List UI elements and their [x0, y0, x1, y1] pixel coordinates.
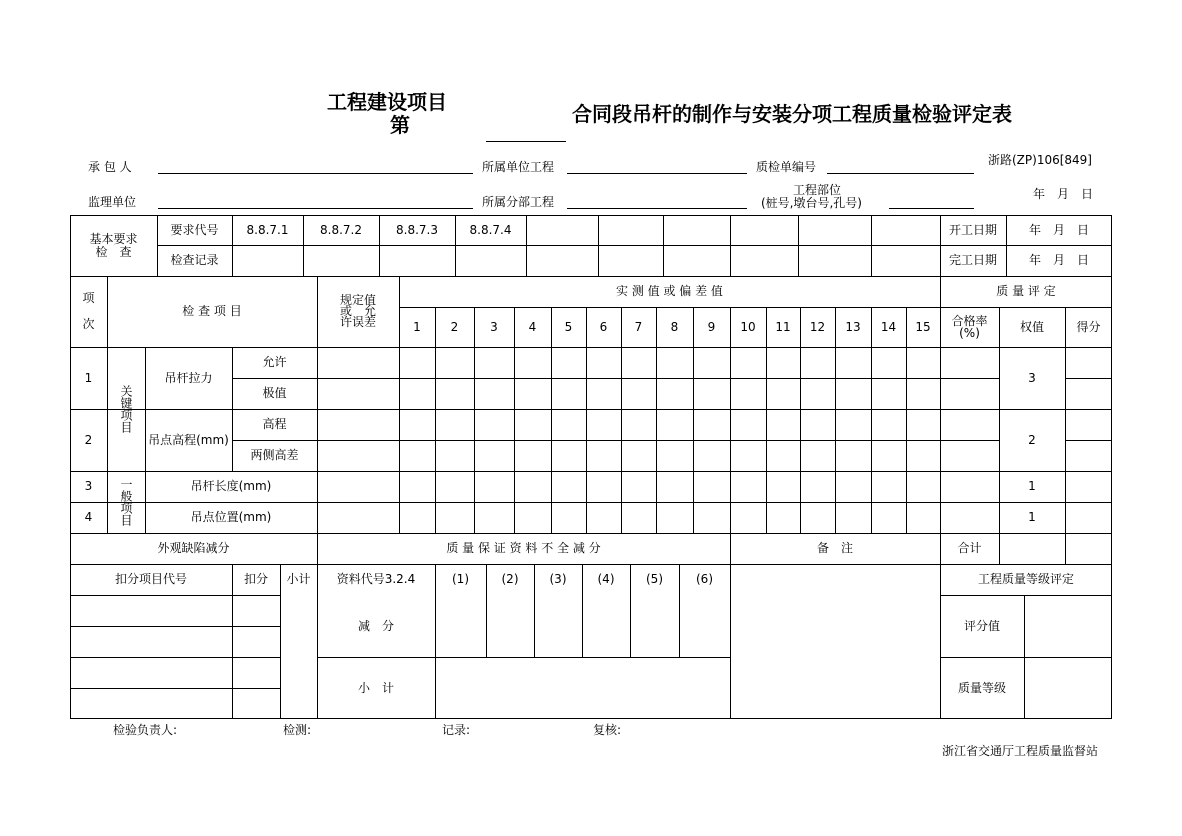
row-4-name: 吊点位置(mm)	[190, 510, 272, 524]
measured-col-2: 2	[450, 319, 459, 334]
total-label: 合计	[957, 541, 982, 555]
end-date-label: 完工日期	[948, 253, 997, 267]
general-items-label: 一般项目	[119, 478, 133, 526]
weight-header: 权值	[1019, 319, 1044, 334]
doc-col-1: (1)	[452, 572, 469, 586]
measured-col-14: 14	[880, 319, 897, 334]
project-part-label: 工程部位	[793, 183, 842, 197]
check-record-label: 检查记录	[170, 253, 219, 267]
requirement-code-3: 8.8.7.3	[396, 222, 438, 237]
measured-col-5: 5	[564, 319, 573, 334]
row-3-weight: 1	[1028, 479, 1036, 493]
quality-eval-header: 质 量 评 定	[996, 284, 1056, 298]
quality-form-no-label: 质检单编号	[756, 160, 817, 174]
key-items-label: 关键项目	[119, 385, 133, 433]
row-1-sub-2: 极值	[262, 386, 287, 400]
quality-grade-label: 质量等级	[957, 680, 1006, 695]
grade-eval-label: 工程质量等级评定	[977, 572, 1074, 586]
row-1-sub-1: 允许	[262, 355, 287, 369]
requirement-code-label: 要求代号	[170, 222, 219, 237]
row-3-no: 3	[84, 479, 93, 493]
row-1-name: 吊杆拉力	[164, 370, 213, 385]
measured-col-4: 4	[528, 319, 537, 334]
row-3-name: 吊杆长度(mm)	[190, 479, 272, 493]
requirement-code-1: 8.8.7.1	[246, 222, 289, 237]
unit-project-label: 所属单位工程	[482, 160, 555, 174]
sub-project-line	[567, 208, 747, 209]
measured-col-15: 15	[915, 319, 931, 334]
doc-code-label: 资料代号3.2.4	[336, 572, 416, 586]
measured-col-9: 9	[707, 319, 716, 334]
measured-col-7: 7	[634, 319, 643, 334]
basic-requirement-label: 基本要求 检 查	[89, 231, 138, 259]
end-date-value: 年 月 日	[1028, 253, 1089, 267]
sub-project-label: 所属分部工程	[482, 195, 555, 209]
measured-values-header: 实 测 值 或 偏 差 值	[616, 284, 723, 298]
measured-col-1: 1	[413, 319, 421, 334]
start-date-value: 年 月 日	[1028, 222, 1089, 237]
row-2-weight: 2	[1028, 432, 1036, 447]
subtotal-label: 小计	[286, 572, 311, 586]
inspection-table	[70, 215, 1112, 719]
measured-col-6: 6	[599, 319, 608, 334]
spec-header: 规定值 或 允 许误差	[339, 293, 376, 329]
form-code: 浙路(ZP)106[849]	[988, 153, 1092, 167]
row-2-sub-1: 高程	[262, 417, 287, 431]
doc-col-3: (3)	[549, 572, 567, 586]
small-total-label: 小 计	[357, 680, 394, 695]
score-header: 得分	[1076, 319, 1101, 334]
row-2-sub-2: 两侧高差	[250, 448, 299, 462]
row-4-no: 4	[84, 510, 93, 524]
title-line1: 工程建设项目	[327, 90, 447, 114]
unit-project-line	[567, 173, 747, 174]
form-title: 合同段吊杆的制作与安装分项工程质量检验评定表	[572, 102, 1012, 126]
row-1-weight: 3	[1028, 370, 1036, 385]
row-4-weight: 1	[1028, 510, 1036, 524]
requirement-code-2: 8.8.7.2	[320, 222, 362, 237]
supervisor-line	[158, 208, 473, 209]
quality-form-no-line	[827, 173, 974, 174]
doc-col-2: (2)	[501, 572, 519, 586]
agency-name: 浙江省交通厅工程质量监督站	[942, 744, 1099, 758]
header-date: 年 月 日	[1033, 187, 1094, 201]
record-label: 记录:	[442, 723, 471, 737]
row-1-no: 1	[84, 370, 93, 385]
measured-col-8: 8	[670, 319, 679, 334]
project-part-line	[889, 208, 974, 209]
inspector-label: 检验负责人:	[113, 723, 178, 737]
appearance-deduct-label: 外观缺陷减分	[157, 541, 230, 555]
pass-rate-header: 合格率 (%)	[951, 314, 988, 340]
measured-col-10: 10	[740, 319, 756, 334]
measured-col-13: 13	[845, 319, 861, 334]
title-line2: 第	[390, 113, 410, 137]
deduct-label: 扣分	[243, 572, 268, 586]
doc-col-6: (6)	[696, 572, 713, 586]
supervisor-label: 监理单位	[88, 195, 137, 209]
start-date-label: 开工日期	[948, 222, 997, 237]
measured-col-3: 3	[490, 319, 498, 334]
requirement-code-4: 8.8.7.4	[469, 222, 512, 237]
item-no-header: 项 次	[82, 291, 95, 331]
remarks-label: 备 注	[816, 541, 853, 555]
score-value-label: 评分值	[963, 618, 1000, 633]
measured-col-12: 12	[809, 319, 826, 334]
doc-col-5: (5)	[646, 572, 663, 586]
quality-docs-deduct-label: 质 量 保 证 资 料 不 全 减 分	[446, 541, 601, 555]
test-label: 检测:	[283, 723, 312, 737]
item-code-label: 扣分项目代号	[114, 572, 187, 586]
review-label: 复核:	[593, 723, 622, 737]
row-2-no: 2	[84, 432, 93, 447]
row-2-name: 吊点高程(mm)	[148, 432, 229, 447]
contractor-line	[158, 173, 473, 174]
check-item-header: 检 查 项 目	[182, 304, 242, 318]
project-part-sub: (桩号,墩台号,孔号)	[761, 196, 862, 210]
doc-col-4: (4)	[597, 572, 615, 586]
reduce-label: 减 分	[357, 618, 394, 633]
contractor-label: 承 包 人	[88, 160, 132, 174]
measured-col-11: 11	[775, 319, 791, 334]
section-number-line	[486, 141, 566, 142]
